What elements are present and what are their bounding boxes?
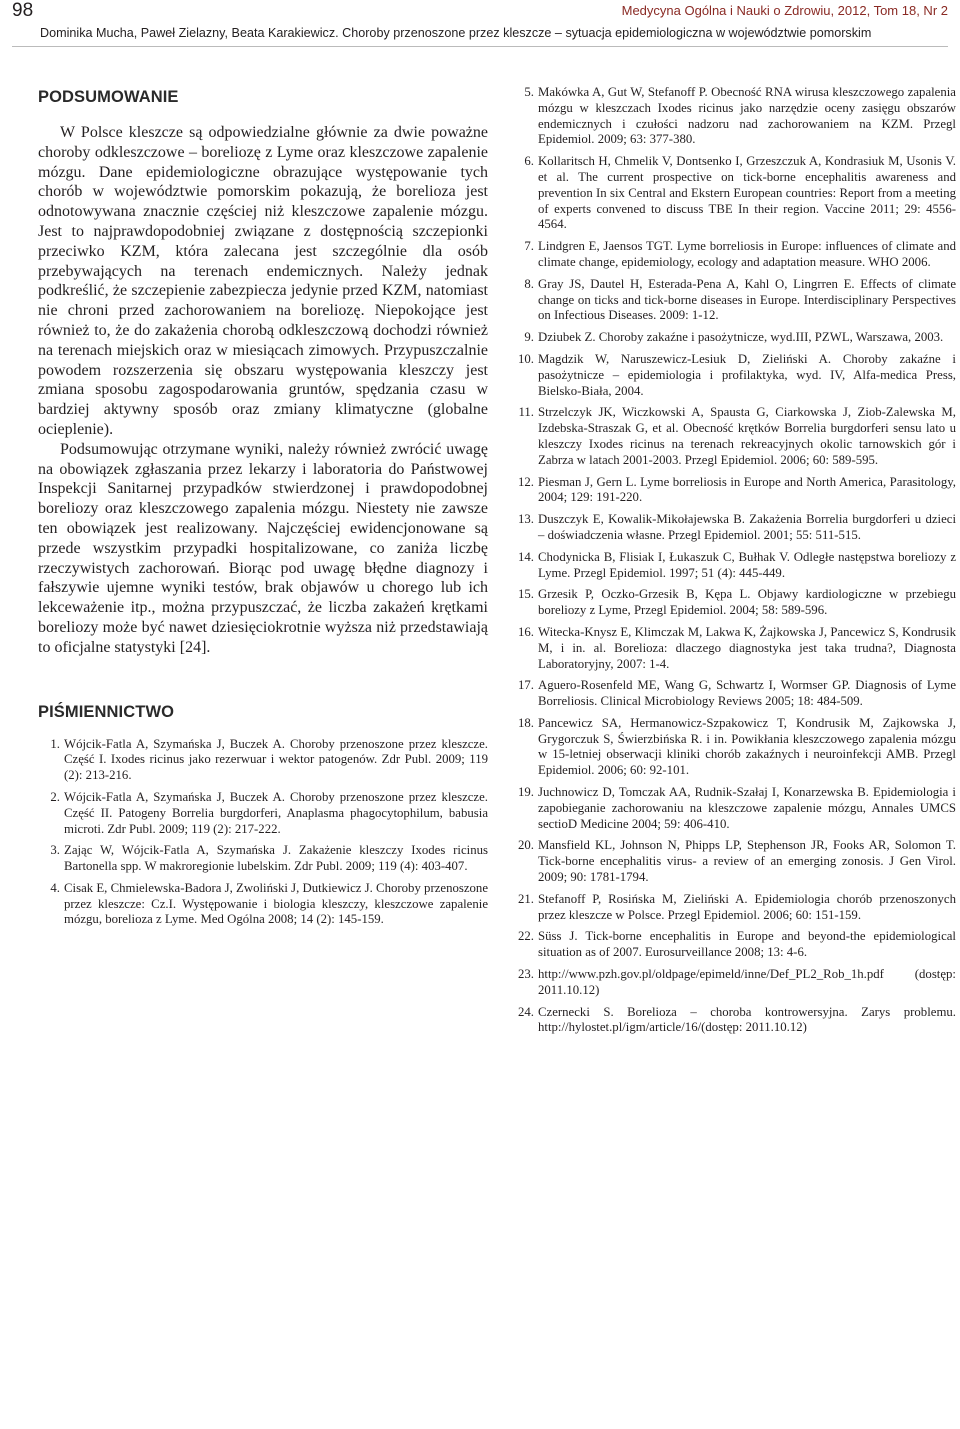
left-column [38, 86, 488, 934]
reference-number: 17. [518, 678, 534, 693]
summary-paragraph: Podsumowując otrzymane wyniki, należy również zwrócić uwagę na obowiązek zgłaszania przez lekarzy i laboratoria do Państwowej Inspekcji Sanitarnej przypadków stwierdzonej i prawdopodobnej boreliozy oraz kleszczowego zapalenia mózgu. Niestety nie zawsze ten obowiązek jest realizowany. Najczęściej ewidencjonowane są przede wszystkim przypadki hospitalizowane, co zaniża liczbę rzeczywistych zachorowań. Biorąc pod uwagę błędne diagnozy i fałszywie ujemne wyniki testów, brak objawów u chorego lub ich lekceważenie itp., można przypuszczać, że liczba zakażeń krętkami boreliozy może być nawet dziesięciokrotnie wyższa niż przedstawiają to oficjalne statystyki [24]. [38, 440, 488, 656]
reference-text: Pancewicz SA, Hermanowicz-Szpakowicz T, Kondrusik M, Zajkowska J, Grygorczuk S, Świerzbińska R. i in. Powikłania kleszczowego zapalenia mózgu w 15-letniej obserwacji kliniki chorób zakaźnych i neuroinfekcji AMB. Przegl Epidemiol. 2006; 60: 92-101. [538, 715, 956, 778]
reference-number: 19. [518, 785, 534, 800]
reference-number: 13. [518, 512, 534, 527]
reference-number: 3. [50, 843, 60, 858]
reference-number: 11. [518, 405, 534, 420]
reference-number: 2. [50, 789, 60, 804]
reference-number: 9. [524, 330, 534, 345]
summary-body [38, 123, 488, 658]
reference-text: Grzesik P, Oczko-Grzesik B, Kępa L. Objawy kardiologiczne w przebiegu boreliozy z Lyme, Przegl Epidemiol. 2004; 58: 589-596. [538, 587, 956, 618]
reference-number: 23. [518, 967, 534, 982]
reference-text: Dziubek Z. Choroby zakaźne i pasożytnicze, wyd.III, PZWL, Warszawa, 2003. [538, 330, 944, 345]
reference-item [512, 330, 956, 346]
reference-text: Magdzik W, Naruszewicz-Lesiuk D, Zieliński A. Choroby zakaźne i pasożytnicze – epidemiologia i profilaktyka, wyd. IV, Alfa-medica Press, Bielsko-Biała, 2004. [538, 351, 956, 398]
summary-paragraph: W Polsce kleszcze są odpowiedzialne głównie za dwie poważne choroby odkleszczowe – boreliozę z Lyme oraz kleszczowe zapalenie mózgu. Dane epidemiologiczne obrazujące występowanie tych chorób w województwie pomorskim pokazują, że borelioza jest odnotowywana znacznie częściej niż kleszczowe zapalenie mózgu. Jest to najprawdopodobniej związane z dostępnością szczepionki przeciwko KZM, która zalecana jest szczególnie dla osób przebywających na terenach endemicznych. Należy jednak podkreślić, że szczepienie zabezpiecza jedynie przed KZM, natomiast nie chroni przed zachorowaniem na boreliozę. Niepokojące jest również to, że do zakażenia chorobą odkleszczową dochodzi również na terenach miejskich oraz w miesiącach zimowych. Przypuszczalnie powodem rozszerzenia się obszaru występowania kleszczy jest zmiana sposobu zagospodarowania gruntów, spędzania czasu w bardziej aktywny sposób oraz zmiany klimatyczne (globalne ocieplenie). [38, 124, 488, 438]
reference-list-left [38, 737, 488, 929]
right-column [512, 85, 956, 1042]
reference-text: Gray JS, Dautel H, Esterada-Pena A, Kahl O, Lingrren E. Effects of climate change on ticks and tick-borne diseases in Europe. Interdisciplinary Perspectives on Infectious Diseases. 2009: 1-12. [538, 276, 956, 323]
page-number: 98 [12, 0, 34, 21]
reference-item [38, 881, 488, 928]
reference-text: Makówka A, Gut W, Stefanoff P. Obecność RNA wirusa kleszczowego zapalenia mózgu w kleszczach Ixodes ricinus jako narzędzie oceny zasięgu obszarów endemicznych i czułości nadzoru nad zachorowaniem na KZM. Przegl Epidemiol. 2009; 63: 377-380. [538, 85, 956, 147]
reference-item [512, 85, 956, 148]
reference-text: Wójcik-Fatla A, Szymańska J, Buczek A. Choroby przenoszone przez kleszcze. Część II. Patogeny Borrelia burgdorferi, Anaplasma phagocytophilum, babusia microti. Zdr Publ. 2009; 119 (2): 217-222. [64, 789, 488, 836]
reference-number: 4. [50, 880, 60, 895]
reference-number: 14. [518, 549, 534, 564]
reference-text: Aguero-Rosenfeld ME, Wang G, Schwartz I, Wormser GP. Diagnosis of Lyme Borreliosis. Clinical Microbiology Reviews 2005; 18: 484-509. [538, 678, 956, 709]
reference-text: Czernecki S. Borelioza – choroba kontrowersyjna. Zarys problemu. http://hylostet.pl/igm/article/16/(dostęp: 2011.10.12) [538, 1004, 956, 1035]
header-rule [12, 46, 948, 47]
reference-text: Cisak E, Chmielewska-Badora J, Zwoliński J, Dutkiewicz J. Choroby przenoszone przez kleszcze: Cz.I. Występowanie i biologia kleszczy, kleszczowe zapalenie mózgu, borelioza z Lyme. Med Ogólna 2008; 14 (2): 145-159. [64, 880, 488, 927]
reference-text: Lindgren E, Jaensos TGT. Lyme borreliosis in Europe: influences of climate and climate change, epidemiology, ecology and adaptation measure. WHO 2006. [538, 239, 956, 269]
reference-text: Stefanoff P, Rosińska M, Zieliński A. Epidemiologia chorób przenoszonych przez kleszcze w Polsce. Przegl Epidemiol. 2006; 60: 151-159. [538, 891, 956, 922]
reference-item [512, 625, 956, 672]
reference-item [512, 838, 956, 885]
reference-number: 24. [518, 1004, 534, 1019]
reference-item [512, 1005, 956, 1037]
journal-title: Medycyna Ogólna i Nauki o Zdrowiu, 2012, Tom 18, Nr 2 [621, 3, 948, 18]
reference-item [512, 154, 956, 233]
reference-text: http://www.pzh.gov.pl/oldpage/epimeld/inne/Def_PL2_Rob_1h.pdf (dostęp: 2011.10.12) [538, 967, 956, 997]
reference-number: 5. [524, 85, 534, 99]
reference-item [512, 352, 956, 399]
reference-item [512, 892, 956, 924]
reference-number: 22. [518, 929, 534, 944]
reference-text: Zając W, Wójcik-Fatla A, Szymańska J. Zakażenie kleszczy Ixodes ricinus Bartonella spp. W makroregionie lubelskim. Zdr Publ. 2009; 119 (4): 403-407. [64, 843, 488, 874]
reference-text: Witecka-Knysz E, Klimczak M, Lakwa K, Żajkowska J, Pancewicz S, Kondrusik M, i in. al. Borelioza: dlaczego diagnostyka jest taka trudna?, Diagnosta Laboratoryjny, 2007: 1-4. [538, 624, 956, 671]
reference-item [512, 550, 956, 582]
reference-item [512, 678, 956, 710]
reference-item [38, 737, 488, 784]
running-head: Dominika Mucha, Paweł Zielazny, Beata Karakiewicz. Choroby przenoszone przez kleszcze – sytuacja epidemiologiczna w województwie pomorskim [40, 26, 872, 40]
reference-item [512, 785, 956, 832]
reference-number: 18. [518, 715, 534, 730]
reference-item [512, 716, 956, 779]
reference-number: 7. [524, 239, 534, 254]
reference-item [512, 239, 956, 271]
reference-text: Strzelczyk JK, Wiczkowski A, Spausta G, Ciarkowska J, Ziob-Zalewska M, Izdebska-Straszak G, et al. Obecność krętków Borrelia burgdorferi sensu lato u kleszczy Ixodes ricinus na terenach rekreacyjnych okolic tarnowskich gór i Zabrza w latach 2001-2003. Przegl Epidemiol. 2006; 60: 589-595. [538, 405, 956, 467]
reference-number: 16. [518, 624, 534, 639]
reference-number: 21. [518, 891, 534, 906]
reference-item [512, 405, 956, 468]
reference-item [512, 967, 956, 999]
reference-number: 1. [50, 736, 60, 751]
reference-item [512, 475, 956, 507]
reference-text: Mansfield KL, Johnson N, Phipps LP, Stephenson JR, Fooks AR, Solomon T. Tick-borne encephalitis virus- a review of an emerging zonosis. J Gen Virol. 2009; 90: 1781-1794. [538, 838, 956, 885]
reference-number: 15. [518, 587, 534, 602]
references-title: PIŚMIENNICTWO [38, 702, 175, 721]
reference-number: 10. [518, 351, 534, 366]
reference-text: Duszczyk E, Kowalik-Mikołajewska B. Zakażenia Borrelia burgdorferi u dzieci – doświadczenia własne. Przegl Epidemiol. 2001; 55: 511-515. [538, 512, 956, 542]
reference-text: Süss J. Tick-borne encephalitis in Europe and beyond-the epidemiological situation as of 2007. Eurosurveillance 2008; 13: 4-6. [538, 929, 956, 960]
reference-item [38, 790, 488, 837]
reference-number: 12. [518, 474, 534, 489]
reference-item [512, 512, 956, 544]
reference-text: Juchnowicz D, Tomczak AA, Rudnik-Szałaj I, Konarzewska B. Epidemiologia i zapobieganie zachorowaniu na kleszczowe zapalenie mózgu, Annales UMCS sectioD Medicine 2004; 59: 406-410. [538, 785, 956, 831]
reference-text: Kollaritsch H, Chmelik V, Dontsenko I, Grzeszczuk A, Kondrasiuk M, Usonis V. et al. The current prospective on tick-borne encephalitis awareness and prevention In six Central and Ekstern European countries: Report from a meeting of experts convened to discuss TBE In their region. Vaccine 2011; 29: 4556-4564. [538, 154, 956, 232]
reference-text: Piesman J, Gern L. Lyme borreliosis in Europe and North America, Parasitology, 2004; 129: 191-220. [538, 474, 956, 505]
reference-item [512, 587, 956, 619]
reference-number: 20. [518, 838, 534, 853]
reference-item [512, 929, 956, 961]
reference-item [38, 843, 488, 875]
reference-text: Wójcik-Fatla A, Szymańska J, Buczek A. Choroby przenoszone przez kleszcze. Część I. Ixodes ricinus jako rezerwuar i wektor patogenów. Zdr Publ. 2009; 119 (2): 213-216. [64, 736, 488, 783]
reference-number: 8. [524, 276, 534, 291]
summary-title: PODSUMOWANIE [38, 88, 179, 106]
reference-number: 6. [524, 154, 534, 169]
reference-list-right [512, 85, 956, 1036]
reference-text: Chodynicka B, Flisiak I, Łukaszuk C, Bułhak V. Odległe następstwa boreliozy z Lyme. Przegl Epidemiol. 1997; 51 (4): 445-449. [538, 549, 956, 580]
reference-item [512, 277, 956, 324]
